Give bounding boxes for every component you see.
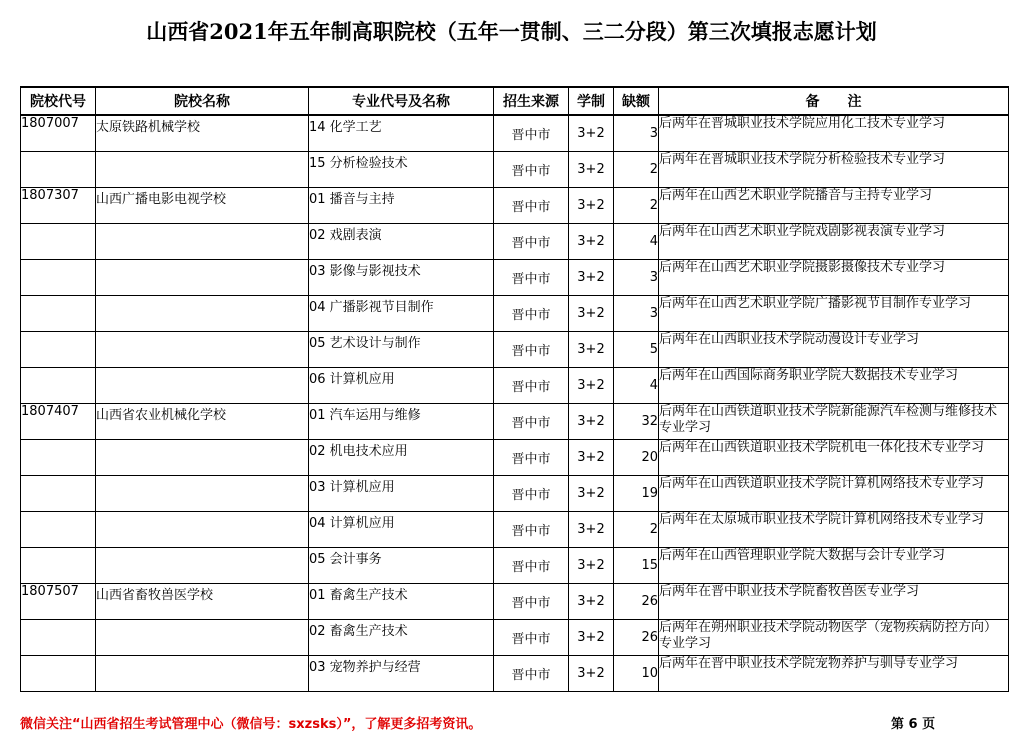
major-cell: 01 畜禽生产技术 [309, 583, 494, 619]
major-cell: 05 艺术设计与制作 [309, 331, 494, 367]
note-cell: 后两年在山西艺术职业学院戏剧影视表演专业学习 [659, 223, 1009, 259]
source-cell: 晋中市 [494, 331, 569, 367]
note-cell: 后两年在太原城市职业技术学院计算机网络技术专业学习 [659, 511, 1009, 547]
school-name-cell [96, 511, 309, 547]
header-system: 学制 [569, 87, 614, 115]
major-cell: 02 戏剧表演 [309, 223, 494, 259]
major-cell: 04 计算机应用 [309, 511, 494, 547]
quota-cell: 2 [614, 151, 659, 187]
note-cell: 后两年在山西铁道职业技术学院机电一体化技术专业学习 [659, 439, 1009, 475]
source-cell: 晋中市 [494, 439, 569, 475]
quota-cell: 2 [614, 511, 659, 547]
code-cell [21, 151, 96, 187]
system-cell: 3+2 [569, 115, 614, 151]
system-cell: 3+2 [569, 151, 614, 187]
table-row [21, 547, 1009, 583]
school-name-cell: 山西省畜牧兽医学校 [96, 583, 309, 619]
table-row [21, 655, 1009, 691]
code-cell [21, 619, 96, 655]
table-row [21, 403, 1009, 439]
major-cell: 03 计算机应用 [309, 475, 494, 511]
school-name-cell [96, 619, 309, 655]
source-cell: 晋中市 [494, 475, 569, 511]
source-cell: 晋中市 [494, 115, 569, 151]
note-cell: 后两年在晋中职业技术学院宠物养护与驯导专业学习 [659, 655, 1009, 691]
enrollment-plan-table [20, 86, 1009, 692]
system-cell: 3+2 [569, 475, 614, 511]
system-cell: 3+2 [569, 295, 614, 331]
code-cell: 1807407 [21, 403, 96, 439]
system-cell: 3+2 [569, 547, 614, 583]
code-cell: 1807307 [21, 187, 96, 223]
quota-cell: 4 [614, 223, 659, 259]
code-cell [21, 547, 96, 583]
code-cell [21, 655, 96, 691]
table-row [21, 331, 1009, 367]
major-cell: 06 计算机应用 [309, 367, 494, 403]
code-cell [21, 367, 96, 403]
table-row [21, 151, 1009, 187]
school-name-cell [96, 223, 309, 259]
source-cell: 晋中市 [494, 187, 569, 223]
code-cell [21, 259, 96, 295]
major-cell: 02 机电技术应用 [309, 439, 494, 475]
table-row [21, 439, 1009, 475]
system-cell: 3+2 [569, 655, 614, 691]
school-name-cell [96, 475, 309, 511]
note-cell: 后两年在晋中职业技术学院畜牧兽医专业学习 [659, 583, 1009, 619]
system-cell: 3+2 [569, 583, 614, 619]
table-row [21, 187, 1009, 223]
header-code: 院校代号 [21, 87, 96, 115]
school-name-cell: 太原铁路机械学校 [96, 115, 309, 151]
header-note: 备 注 [659, 87, 1009, 115]
system-cell: 3+2 [569, 223, 614, 259]
system-cell: 3+2 [569, 259, 614, 295]
table-row [21, 223, 1009, 259]
table-row [21, 259, 1009, 295]
source-cell: 晋中市 [494, 151, 569, 187]
code-cell: 1807007 [21, 115, 96, 151]
code-cell: 1807507 [21, 583, 96, 619]
school-name-cell: 山西广播电影电视学校 [96, 187, 309, 223]
school-name-cell: 山西省农业机械化学校 [96, 403, 309, 439]
school-name-cell [96, 295, 309, 331]
quota-cell: 3 [614, 115, 659, 151]
note-cell: 后两年在山西艺术职业学院播音与主持专业学习 [659, 187, 1009, 223]
table-row [21, 583, 1009, 619]
note-cell: 后两年在山西国际商务职业学院大数据技术专业学习 [659, 367, 1009, 403]
source-cell: 晋中市 [494, 403, 569, 439]
table-row [21, 295, 1009, 331]
quota-cell: 10 [614, 655, 659, 691]
school-name-cell [96, 439, 309, 475]
source-cell: 晋中市 [494, 295, 569, 331]
table-row [21, 475, 1009, 511]
header-school: 院校名称 [96, 87, 309, 115]
table-row [21, 511, 1009, 547]
code-cell [21, 511, 96, 547]
major-cell: 04 广播影视节目制作 [309, 295, 494, 331]
major-cell: 15 分析检验技术 [309, 151, 494, 187]
note-cell: 后两年在山西艺术职业学院广播影视节目制作专业学习 [659, 295, 1009, 331]
quota-cell: 3 [614, 295, 659, 331]
quota-cell: 3 [614, 259, 659, 295]
header-major: 专业代号及名称 [309, 87, 494, 115]
quota-cell: 32 [614, 403, 659, 439]
header-source: 招生来源 [494, 87, 569, 115]
system-cell: 3+2 [569, 403, 614, 439]
quota-cell: 15 [614, 547, 659, 583]
source-cell: 晋中市 [494, 511, 569, 547]
note-cell: 后两年在山西铁道职业技术学院计算机网络技术专业学习 [659, 475, 1009, 511]
quota-cell: 5 [614, 331, 659, 367]
source-cell: 晋中市 [494, 619, 569, 655]
major-cell: 14 化学工艺 [309, 115, 494, 151]
code-cell [21, 331, 96, 367]
system-cell: 3+2 [569, 367, 614, 403]
table-header-row [21, 87, 1009, 115]
source-cell: 晋中市 [494, 583, 569, 619]
source-cell: 晋中市 [494, 655, 569, 691]
system-cell: 3+2 [569, 619, 614, 655]
quota-cell: 26 [614, 619, 659, 655]
major-cell: 01 播音与主持 [309, 187, 494, 223]
quota-cell: 2 [614, 187, 659, 223]
system-cell: 3+2 [569, 439, 614, 475]
quota-cell: 19 [614, 475, 659, 511]
page-title: 山西省2021年五年制高职院校（五年一贯制、三二分段）第三次填报志愿计划 [146, 19, 877, 44]
table-row [21, 367, 1009, 403]
code-cell [21, 475, 96, 511]
note-cell: 后两年在山西铁道职业技术学院新能源汽车检测与维修技术专业学习 [659, 403, 1009, 439]
note-cell: 后两年在山西艺术职业学院摄影摄像技术专业学习 [659, 259, 1009, 295]
major-cell: 03 宠物养护与经营 [309, 655, 494, 691]
source-cell: 晋中市 [494, 259, 569, 295]
source-cell: 晋中市 [494, 367, 569, 403]
note-cell: 后两年在晋城职业技术学院分析检验技术专业学习 [659, 151, 1009, 187]
school-name-cell [96, 259, 309, 295]
major-cell: 03 影像与影视技术 [309, 259, 494, 295]
system-cell: 3+2 [569, 331, 614, 367]
source-cell: 晋中市 [494, 547, 569, 583]
school-name-cell [96, 331, 309, 367]
table-row [21, 619, 1009, 655]
source-cell: 晋中市 [494, 223, 569, 259]
note-cell: 后两年在晋城职业技术学院应用化工技术专业学习 [659, 115, 1009, 151]
school-name-cell [96, 655, 309, 691]
code-cell [21, 295, 96, 331]
quota-cell: 20 [614, 439, 659, 475]
code-cell [21, 439, 96, 475]
system-cell: 3+2 [569, 187, 614, 223]
footer-notice: 微信关注“山西省招生考试管理中心（微信号：sxzsks）”，了解更多招考资讯。 [20, 717, 482, 732]
quota-cell: 4 [614, 367, 659, 403]
major-cell: 02 畜禽生产技术 [309, 619, 494, 655]
school-name-cell [96, 151, 309, 187]
table-row [21, 115, 1009, 151]
note-cell: 后两年在山西职业技术学院动漫设计专业学习 [659, 331, 1009, 367]
note-cell: 后两年在山西管理职业学院大数据与会计专业学习 [659, 547, 1009, 583]
school-name-cell [96, 547, 309, 583]
system-cell: 3+2 [569, 511, 614, 547]
school-name-cell [96, 367, 309, 403]
table-body [21, 115, 1009, 691]
quota-cell: 26 [614, 583, 659, 619]
note-cell: 后两年在朔州职业技术学院动物医学（宠物疾病防控方向）专业学习 [659, 619, 1009, 655]
major-cell: 01 汽车运用与维修 [309, 403, 494, 439]
page-number: 第 6 页 [891, 717, 936, 732]
header-quota: 缺额 [614, 87, 659, 115]
code-cell [21, 223, 96, 259]
major-cell: 05 会计事务 [309, 547, 494, 583]
